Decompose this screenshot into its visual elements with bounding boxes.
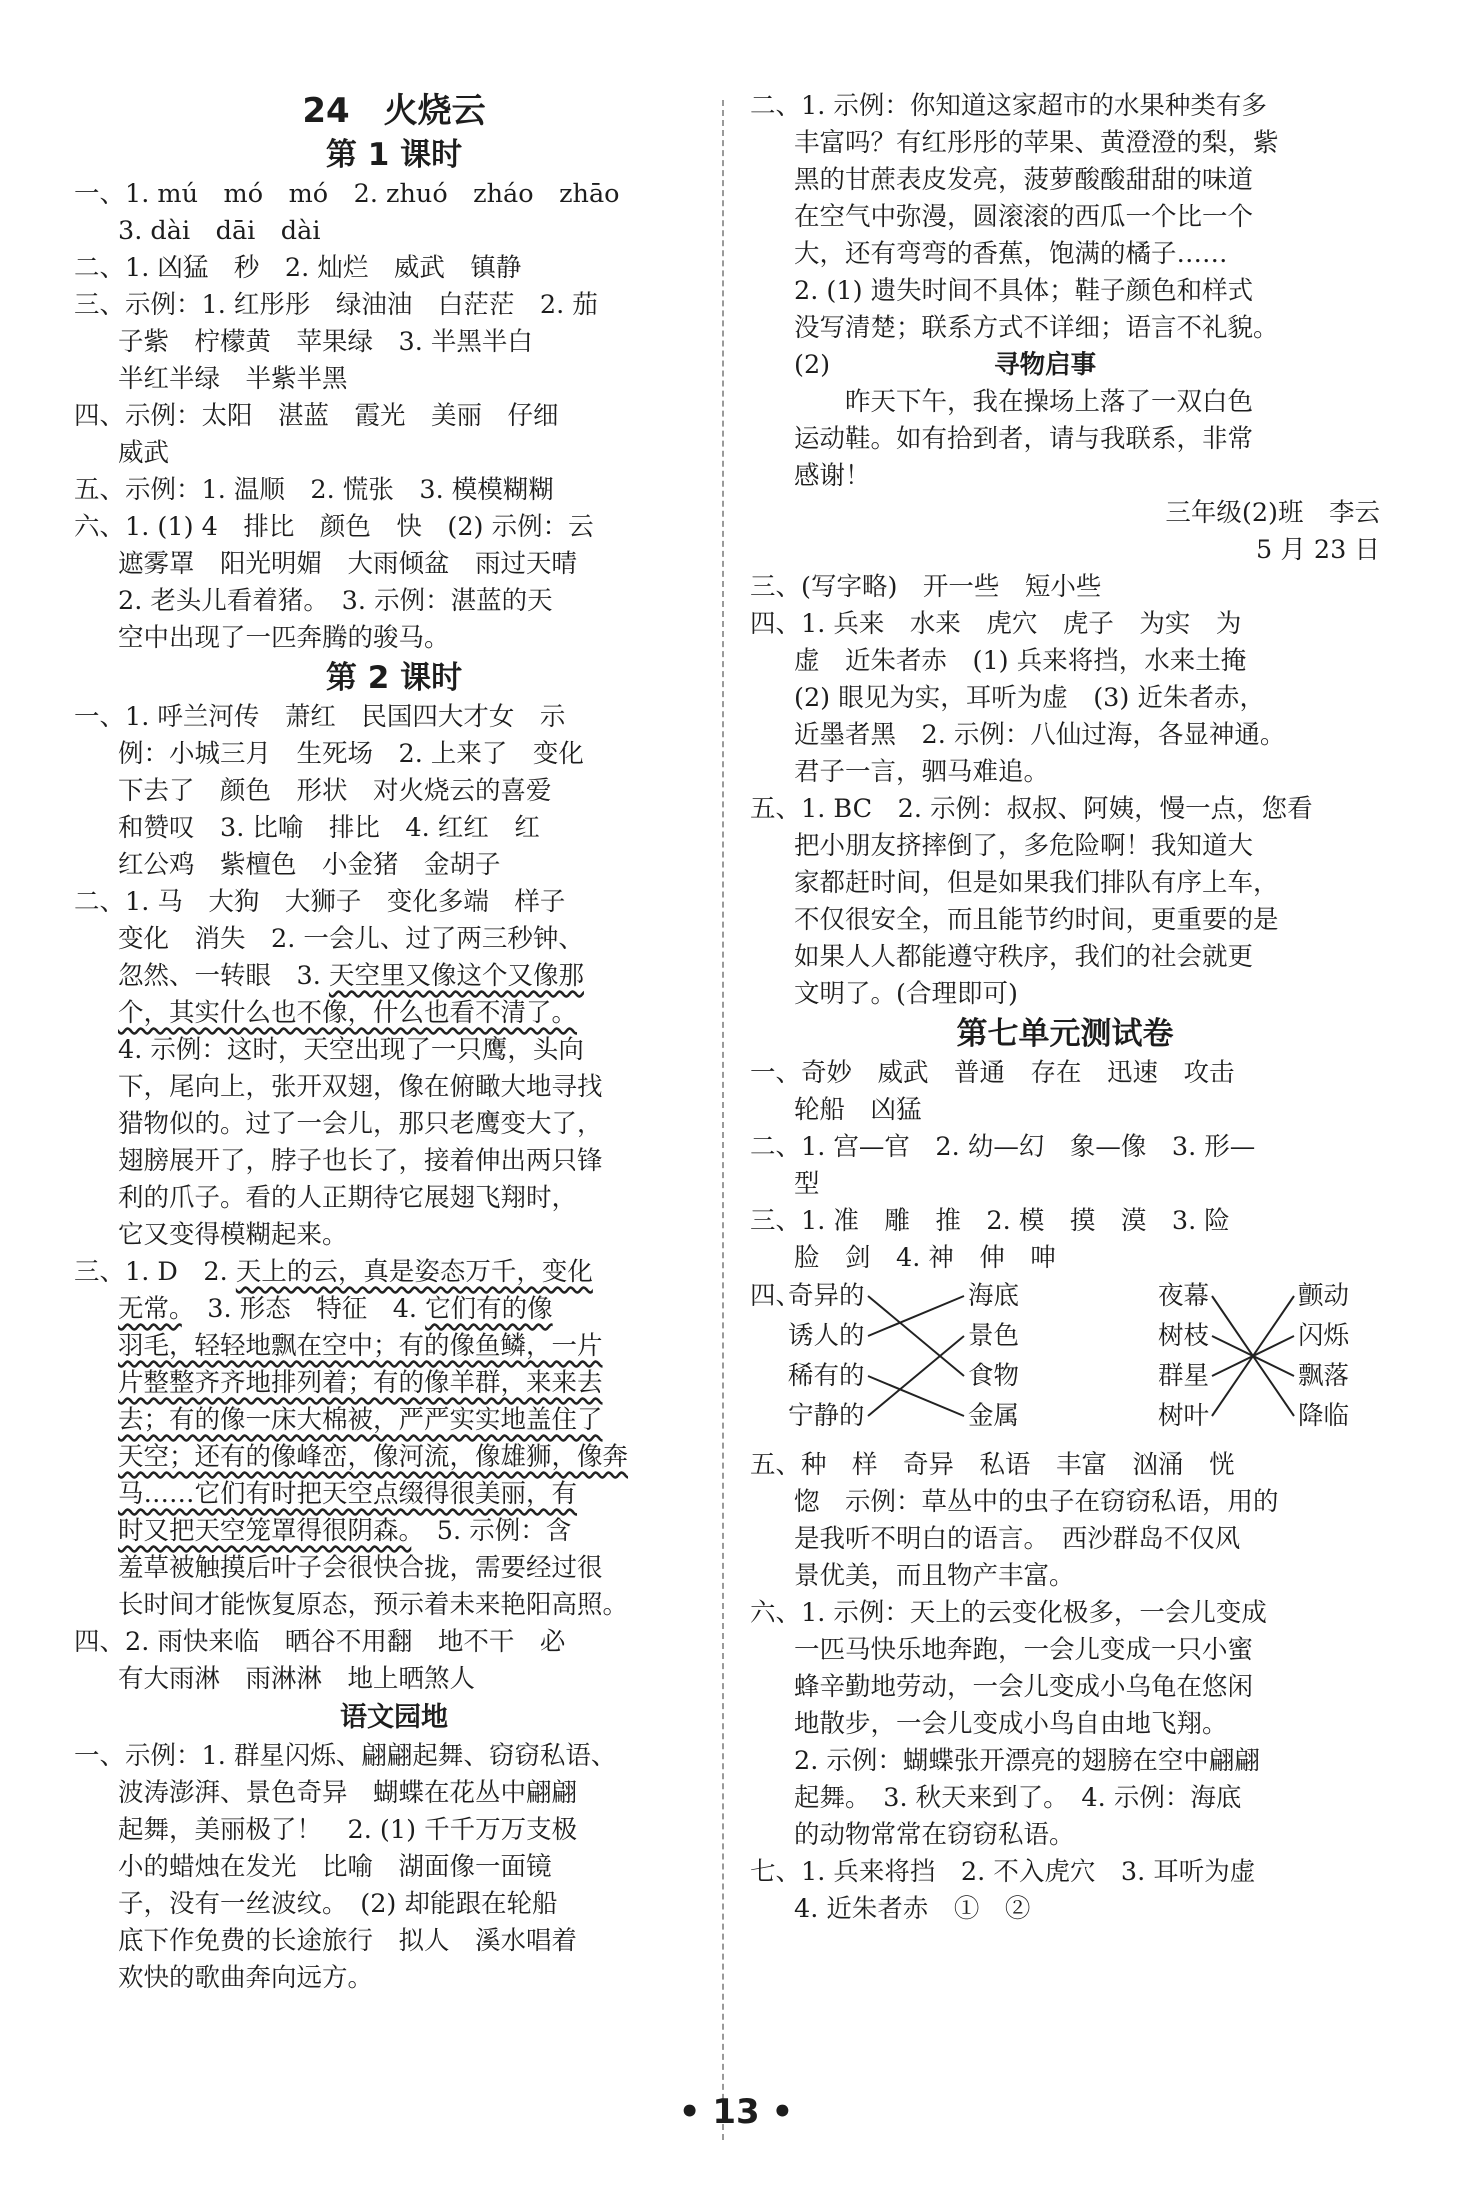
answer-line: 景优美，而且物产丰富。 <box>794 1561 1075 1591</box>
answer-line: 下去了 颜色 形状 对火烧云的喜爱 <box>118 776 552 806</box>
matching-left-item: 群星 <box>1158 1361 1210 1391</box>
notice-signature: 三年级(2)班 李云 <box>1165 498 1380 528</box>
answer-line: 七、1. 兵来将挡 2. 不入虎穴 3. 耳听为虚 <box>750 1857 1256 1887</box>
matching-label: 四、 <box>750 1281 802 1311</box>
answer-line: 底下作免费的长途旅行 拟人 溪水唱着 <box>118 1926 578 1956</box>
answer-line: 翅膀展开了，脖子也长了，接着伸出两只锋 <box>118 1146 603 1176</box>
wavy-underlined-text: 天空里又像这个又像那 <box>328 961 584 991</box>
answer-line: 2. 老头儿看着猪。 3. 示例：湛蓝的天 <box>118 586 553 616</box>
answer-line: 半红半绿 半紫半黑 <box>118 364 348 394</box>
answer-line: 一匹马快乐地奔跑，一会儿变成一只小蜜 <box>794 1635 1254 1665</box>
section-heading-lesson-1: 第 1 课时 <box>325 137 463 173</box>
answer-line: 在空气中弥漫，圆滚滚的西瓜一个比一个 <box>794 202 1254 232</box>
answer-line: 它又变得模糊起来。 <box>118 1220 348 1250</box>
answer-line: 例：小城三月 生死场 2. 上来了 变化 <box>118 739 584 769</box>
wavy-underlined-text: 它们有的像 <box>425 1294 553 1324</box>
answer-line: 有大雨淋 雨淋淋 地上晒煞人 <box>118 1664 476 1694</box>
answer-line: 近墨者黑 2. 示例：八仙过海，各显神通。 <box>794 720 1286 750</box>
notice-number: (2) <box>794 350 831 380</box>
answer-line <box>74 1328 714 1365</box>
notice-title: 寻物启事 <box>994 350 1097 380</box>
answer-line <box>74 995 714 1032</box>
answer-line: 羞草被触摸后叶子会很快合拢，需要经过很 <box>118 1553 603 1583</box>
notice-body-line: 感谢！ <box>794 461 871 491</box>
answer-line: 四、2. 雨快来临 晒谷不用翻 地不干 必 <box>74 1627 566 1657</box>
answer-line: 一、1. mú mó mó 2. zhuó zháo zhāo <box>74 179 620 209</box>
matching-right-item: 景色 <box>968 1321 1020 1351</box>
answer-line: 一、奇妙 威武 普通 存在 迅速 攻击 <box>750 1058 1235 1088</box>
answer-line: 六、1. (1) 4 排比 颜色 快 (2) 示例：云 <box>74 512 594 542</box>
answer-line: 三、1. D 2. 天上的云，真是姿态万千，变化 <box>74 1257 593 1287</box>
answer-line: 二、1. 凶猛 秒 2. 灿烂 威武 镇静 <box>74 253 522 283</box>
wavy-underlined-text: 时又把天空笼罩得很阴森。 <box>118 1516 412 1546</box>
matching-left-item: 夜幕 <box>1158 1281 1210 1311</box>
answer-line: 六、1. 示例：天上的云变化极多，一会儿变成 <box>750 1598 1267 1628</box>
answer-line: 五、种 样 奇异 私语 丰富 汹涌 恍 <box>750 1450 1235 1480</box>
wavy-underlined-text: 天空；还有的像峰峦，像河流，像雄狮，像奔 <box>118 1442 629 1472</box>
matching-left-item: 稀有的 <box>788 1361 865 1391</box>
answer-line: 威武 <box>118 438 170 468</box>
answer-line: 空中出现了一匹奔腾的骏马。 <box>118 623 450 653</box>
answer-line: (2) 眼见为实，耳听为虚 (3) 近朱者赤， <box>794 683 1265 713</box>
lesson-title: 24 火烧云 <box>302 91 486 131</box>
answer-line: 君子一言，驷马难追。 <box>794 757 1050 787</box>
answer-line: 如果人人都能遵守秩序，我们的社会就更 <box>794 942 1254 972</box>
answer-line: 五、示例：1. 温顺 2. 慌张 3. 模模糊糊 <box>74 475 554 505</box>
wavy-underlined-text: 去；有的像一床大棉被，严严实实地盖住了 <box>118 1405 603 1435</box>
answer-line: 变化 消失 2. 一会儿、过了两三秒钟、 <box>118 924 584 954</box>
matching-lines <box>750 1279 1380 1443</box>
answer-line: 4. 近朱者赤 ① ② <box>794 1894 1031 1924</box>
match-line <box>868 1296 964 1376</box>
answer-line: 起舞。 3. 秋天来到了。 4. 示例：海底 <box>794 1783 1242 1813</box>
answer-line: 和赞叹 3. 比喻 排比 4. 红红 红 <box>118 813 540 843</box>
page-number: • 13 • <box>678 2092 794 2132</box>
notice-body-line: 昨天下午，我在操场上落了一双白色 <box>794 387 1254 417</box>
matching-right-item: 金属 <box>968 1401 1020 1431</box>
answer-line: 脸 剑 4. 神 伸 呻 <box>794 1243 1056 1273</box>
wavy-underlined-text: 天上的云，真是姿态万千，变化 <box>235 1257 593 1287</box>
notice-header-line <box>750 347 1380 384</box>
answer-line: 子紫 柠檬黄 苹果绿 3. 半黑半白 <box>118 327 533 357</box>
column-divider <box>722 100 724 2140</box>
answer-line: 把小朋友挤摔倒了，多危险啊！我知道大 <box>794 831 1254 861</box>
answer-line: 三、1. 准 雕 推 2. 模 摸 漠 3. 险 <box>750 1206 1230 1236</box>
matching-right-item: 海底 <box>968 1281 1020 1311</box>
answer-line: 是我听不明白的语言。 西沙群岛不仅风 <box>794 1524 1241 1554</box>
matching-left-item: 树叶 <box>1158 1401 1210 1431</box>
match-line <box>868 1296 964 1336</box>
matching-left-item: 诱人的 <box>788 1321 865 1351</box>
answer-line <box>74 1402 714 1439</box>
answer-line: 二、1. 示例：你知道这家超市的水果种类有多 <box>750 91 1267 121</box>
match-line <box>868 1376 964 1416</box>
answer-line: 遮雾罩 阳光明媚 大雨倾盆 雨过天晴 <box>118 549 578 579</box>
answer-line: 波涛澎湃、景色奇异 蝴蝶在花丛中翩翩 <box>118 1778 578 1808</box>
answer-line: 三、示例：1. 红彤彤 绿油油 白茫茫 2. 茄 <box>74 290 598 320</box>
answer-line: 4. 示例：这时，天空出现了一只鹰，头向 <box>118 1035 584 1065</box>
answer-line: 没写清楚；联系方式不详细；语言不礼貌。 <box>794 313 1279 343</box>
answer-line: 3. dài dāi dài <box>118 216 321 246</box>
answer-line: 小的蜡烛在发光 比喻 湖面像一面镜 <box>118 1852 552 1882</box>
section-heading-lesson-2: 第 2 课时 <box>325 660 463 696</box>
matching-right-item: 飘落 <box>1298 1361 1350 1391</box>
section-heading-garden: 语文园地 <box>340 1702 448 1733</box>
notice-body-line: 运动鞋。如有拾到者，请与我联系，非常 <box>794 424 1254 454</box>
answer-line: 欢快的歌曲奔向远方。 <box>118 1963 374 1993</box>
answer-line: 利的爪子。看的人正期待它展翅飞翔时， <box>118 1183 578 1213</box>
answer-line: 2. (1) 遗失时间不具体；鞋子颜色和样式 <box>794 276 1254 306</box>
wavy-underlined-text: 马……它们有时把天空点缀得很美丽，有 <box>118 1479 578 1509</box>
matching-right-item: 食物 <box>968 1361 1020 1391</box>
answer-line: 丰富吗？有红彤彤的苹果、黄澄澄的梨，紫 <box>794 128 1279 158</box>
matching-right-item: 颤动 <box>1298 1281 1350 1311</box>
answer-line: 无常。 3. 形态 特征 4. 它们有的像 <box>118 1294 553 1324</box>
matching-right-item: 闪烁 <box>1298 1321 1350 1351</box>
answer-line: 二、1. 马 大狗 大狮子 变化多端 样子 <box>74 887 566 917</box>
answer-line: 四、示例：太阳 湛蓝 霞光 美丽 仔细 <box>74 401 559 431</box>
answer-line: 不仅很安全，而且能节约时间，更重要的是 <box>794 905 1279 935</box>
wavy-underlined-text: 个，其实什么也不像，什么也看不清了。 <box>118 998 578 1028</box>
wavy-underlined-text: 片整整齐齐地排列着；有的像羊群，来来去 <box>118 1368 603 1398</box>
match-line <box>868 1336 964 1416</box>
answer-line <box>74 1365 714 1402</box>
answer-line: 黑的甘蔗表皮发亮，菠萝酸酸甜甜的味道 <box>794 165 1254 195</box>
answer-line: 下，尾向上，张开双翅，像在俯瞰大地寻找 <box>118 1072 603 1102</box>
answer-line: 的动物常常在窃窃私语。 <box>794 1820 1075 1850</box>
section-heading-unit-test: 第七单元测试卷 <box>956 1016 1174 1052</box>
matching-left-item: 奇异的 <box>788 1281 865 1311</box>
answer-line: 子，没有一丝波纹。 (2) 却能跟在轮船 <box>118 1889 558 1919</box>
answer-line: 三、(写字略) 开一些 短小些 <box>750 572 1102 602</box>
left-column <box>74 88 714 1997</box>
answer-line: 2. 示例：蝴蝶张开漂亮的翅膀在空中翩翩 <box>794 1746 1260 1776</box>
answer-line: 五、1. BC 2. 示例：叔叔、阿姨，慢一点，您看 <box>750 794 1313 824</box>
wavy-underlined-text: 羽毛，轻轻地飘在空中；有的像鱼鳞，一片 <box>118 1331 603 1361</box>
answer-line: 蜂辛勤地劳动，一会儿变成小乌龟在悠闲 <box>794 1672 1254 1702</box>
answer-line: 惚 示例：草丛中的虫子在窃窃私语，用的 <box>794 1487 1279 1517</box>
matching-left-item: 树枝 <box>1158 1321 1210 1351</box>
answer-line: 一、示例：1. 群星闪烁、翩翩起舞、窃窃私语、 <box>74 1741 617 1771</box>
wavy-underlined-text: 无常。 <box>118 1294 182 1324</box>
answer-line: 大，还有弯弯的香蕉，饱满的橘子…… <box>794 239 1228 269</box>
matching-exercise <box>750 1279 1380 1443</box>
right-column <box>750 88 1380 1928</box>
answer-line: 地散步，一会儿变成小鸟自由地飞翔。 <box>794 1709 1228 1739</box>
answer-line <box>74 1439 714 1476</box>
answer-line: 二、1. 宫—官 2. 幼—幻 象—像 3. 形— <box>750 1132 1256 1162</box>
matching-right-item: 降临 <box>1298 1401 1350 1431</box>
answer-line: 轮船 凶猛 <box>794 1095 922 1125</box>
answer-line: 猎物似的。过了一会儿，那只老鹰变大了， <box>118 1109 603 1139</box>
answer-line: 四、1. 兵来 水来 虎穴 虎子 为实 为 <box>750 609 1242 639</box>
answer-line: 长时间才能恢复原态，预示着未来艳阳高照。 <box>118 1590 629 1620</box>
answer-line: 型 <box>794 1169 820 1199</box>
answer-line: 文明了。(合理即可) <box>794 979 1018 1009</box>
answer-line: 起舞，美丽极了！ 2. (1) 千千万万支极 <box>118 1815 578 1845</box>
answer-line <box>74 1476 714 1513</box>
notice-date: 5 月 23 日 <box>1256 535 1380 565</box>
answer-line: 一、1. 呼兰河传 萧红 民国四大才女 示 <box>74 702 566 732</box>
answer-line: 家都赶时间，但是如果我们排队有序上车， <box>794 868 1279 898</box>
answer-line: 红公鸡 紫檀色 小金猪 金胡子 <box>118 850 501 880</box>
answer-line: 时又把天空笼罩得很阴森。 5. 示例：含 <box>118 1516 572 1546</box>
answer-line: 忽然、一转眼 3. 天空里又像这个又像那 <box>118 961 584 991</box>
matching-left-item: 宁静的 <box>788 1401 865 1431</box>
answer-line: 虚 近朱者赤 (1) 兵来将挡，水来土掩 <box>794 646 1247 676</box>
